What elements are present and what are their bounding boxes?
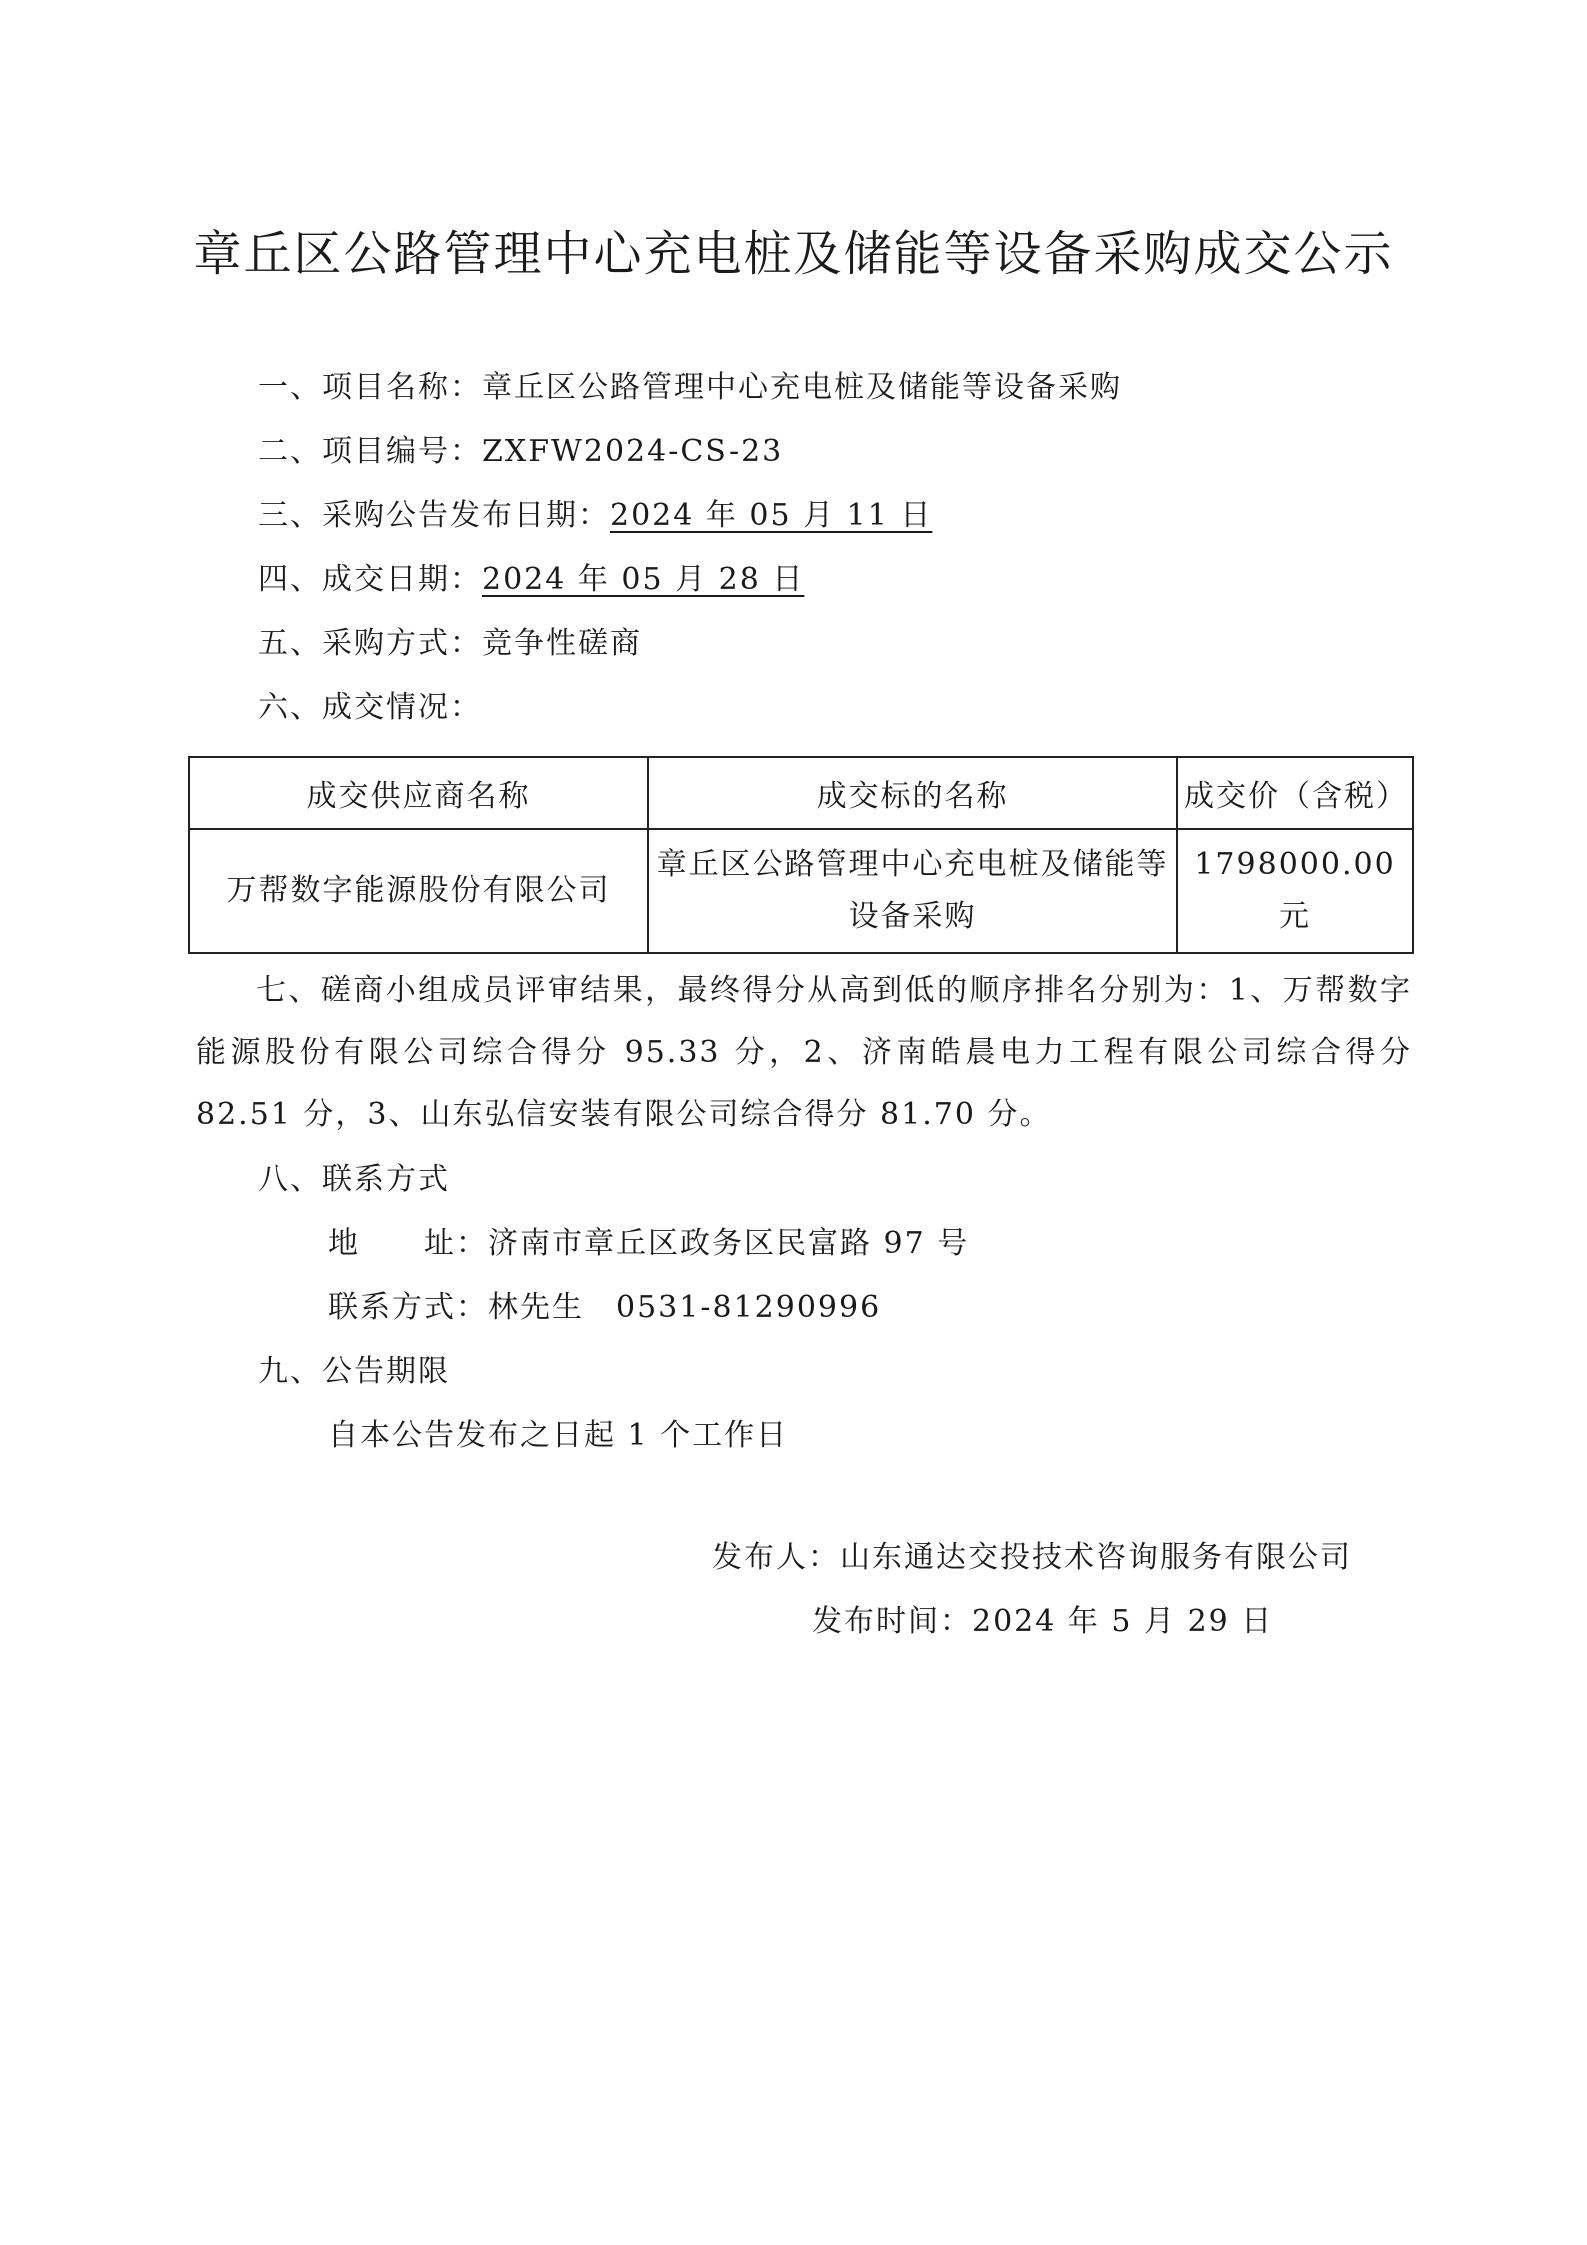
method-label: 五、采购方式：	[258, 626, 482, 661]
publish-time-line	[812, 1600, 1273, 1644]
publisher-label: 发布人：	[712, 1540, 840, 1575]
item-announce-date	[258, 494, 932, 538]
publisher-name: 山东通达交投技术咨询服务有限公司	[840, 1540, 1352, 1575]
publish-time-label: 发布时间：	[812, 1604, 972, 1639]
publish-time-value: 2024 年 5 月 29 日	[972, 1604, 1274, 1639]
address-value: 济南市章丘区政务区民富路 97 号	[488, 1226, 970, 1261]
period-heading: 九、公告期限	[258, 1354, 450, 1389]
method-value: 竞争性磋商	[482, 626, 642, 661]
table-header-row	[189, 757, 1413, 829]
contact-heading: 八、联系方式	[258, 1162, 450, 1197]
address-label: 地 址：	[328, 1226, 488, 1261]
project-name-value: 章丘区公路管理中心充电桩及储能等设备采购	[482, 370, 1122, 405]
announce-date-label: 三、采购公告发布日期：	[258, 498, 610, 533]
contact-phone	[328, 1286, 881, 1330]
table-header-cell: 成交标的名称	[648, 757, 1177, 829]
deal-result-table	[188, 756, 1414, 954]
review-result-paragraph: 七、磋商小组成员评审结果，最终得分从高到低的顺序排名分别为：1、万帮数字能源股份有限公司综合得分 95.33 分，2、济南皓晨电力工程有限公司综合得分 82.51 分，3、山东弘信安装有限公司综合得分 81.70 分。	[196, 973, 1412, 1132]
item-deal-date	[258, 558, 804, 602]
contact-address	[328, 1222, 969, 1266]
project-no-value: ZXFW2024-CS-23	[482, 434, 784, 469]
item-project-name	[258, 366, 1122, 410]
project-no-label: 二、项目编号：	[258, 434, 482, 469]
price-cell: 1798000.00 元	[1177, 829, 1413, 953]
deal-date-value: 2024 年 05 月 28 日	[482, 562, 805, 597]
table-header-cell: 成交供应商名称	[189, 757, 648, 829]
announce-date-value: 2024 年 05 月 11 日	[610, 498, 933, 533]
period-text: 自本公告发布之日起 1 个工作日	[328, 1418, 789, 1453]
table-row	[189, 829, 1413, 953]
supplier-cell: 万帮数字能源股份有限公司	[189, 829, 648, 953]
item-project-no	[258, 430, 783, 474]
item-method	[258, 622, 642, 666]
project-name-label: 一、项目名称：	[258, 370, 482, 405]
subject-cell: 章丘区公路管理中心充电桩及储能等设备采购	[648, 829, 1177, 953]
phone-value: 林先生 0531-81290996	[488, 1290, 882, 1325]
phone-label: 联系方式：	[328, 1290, 488, 1325]
table-header-cell: 成交价（含税）	[1177, 757, 1413, 829]
publisher-line	[712, 1536, 1352, 1580]
item-deal-status: 六、成交情况：	[258, 690, 482, 725]
deal-date-label: 四、成交日期：	[258, 562, 482, 597]
page-title: 章丘区公路管理中心充电桩及储能等设备采购成交公示	[193, 226, 1394, 282]
